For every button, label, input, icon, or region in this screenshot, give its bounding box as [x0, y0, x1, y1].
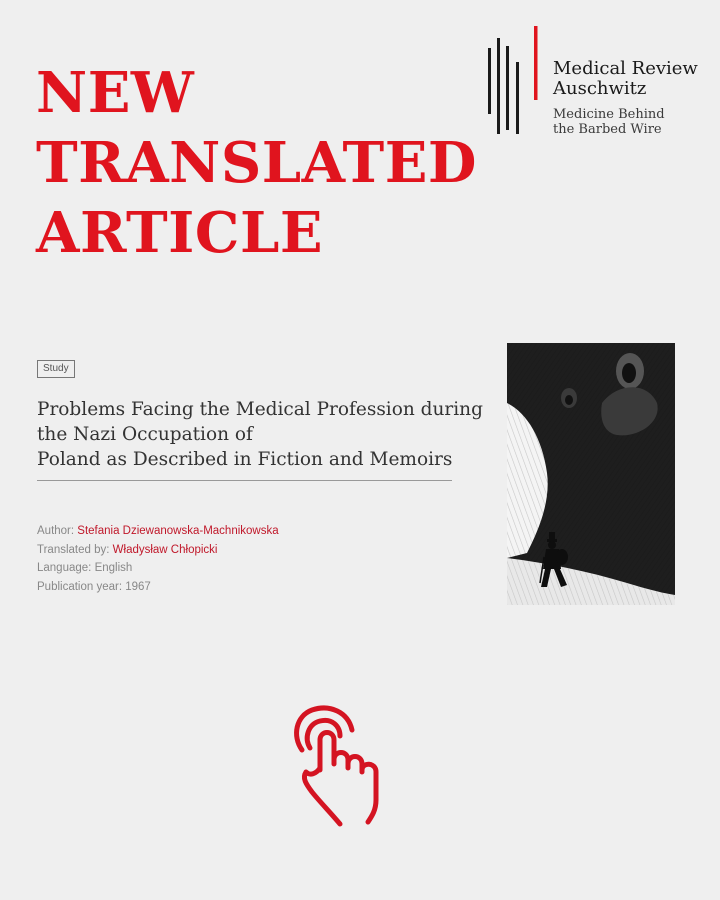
headline — [36, 58, 477, 268]
language-value: English — [94, 562, 133, 574]
author-label: Author: — [37, 525, 75, 537]
article-title-line-3: Poland as Described in Fiction and Memoirs — [37, 449, 453, 470]
headline-line-3: ARTICLE — [36, 200, 323, 266]
category-badge: Study — [37, 360, 75, 378]
translator-link[interactable]: Władysław Chłopicki — [112, 543, 218, 556]
translator-row — [37, 541, 279, 560]
headline-line-2: TRANSLATED — [36, 130, 477, 196]
article-title-line-2: the Nazi Occupation of — [37, 424, 253, 445]
logo-title-line-2: Auschwitz — [553, 78, 647, 99]
translator-label: Translated by: — [37, 543, 110, 556]
title-divider — [37, 480, 452, 481]
year-row — [37, 578, 279, 597]
logo-title-line-1: Medical Review — [553, 58, 698, 79]
etching-illustration — [507, 343, 675, 605]
article-title[interactable] — [37, 397, 497, 472]
journal-logo — [486, 26, 716, 146]
year-label: Publication year: — [37, 580, 123, 593]
tap-hand-icon[interactable] — [290, 702, 400, 832]
logo-subtitle — [553, 107, 665, 137]
logo-subtitle-line-2: the Barbed Wire — [553, 122, 662, 137]
headline-line-1: NEW — [36, 60, 195, 126]
language-label: Language: — [37, 562, 92, 574]
logo-title — [553, 59, 698, 99]
article-title-line-1: Problems Facing the Medical Profession during — [37, 399, 483, 420]
year-value: 1967 — [125, 580, 151, 593]
article-meta — [37, 522, 279, 596]
barcode-bars-icon — [486, 26, 546, 138]
author-link[interactable]: Stefania Dziewanowska-Machnikowska — [77, 525, 279, 537]
logo-subtitle-line-1: Medicine Behind — [553, 107, 665, 122]
author-row — [37, 522, 279, 541]
language-row — [37, 559, 279, 578]
